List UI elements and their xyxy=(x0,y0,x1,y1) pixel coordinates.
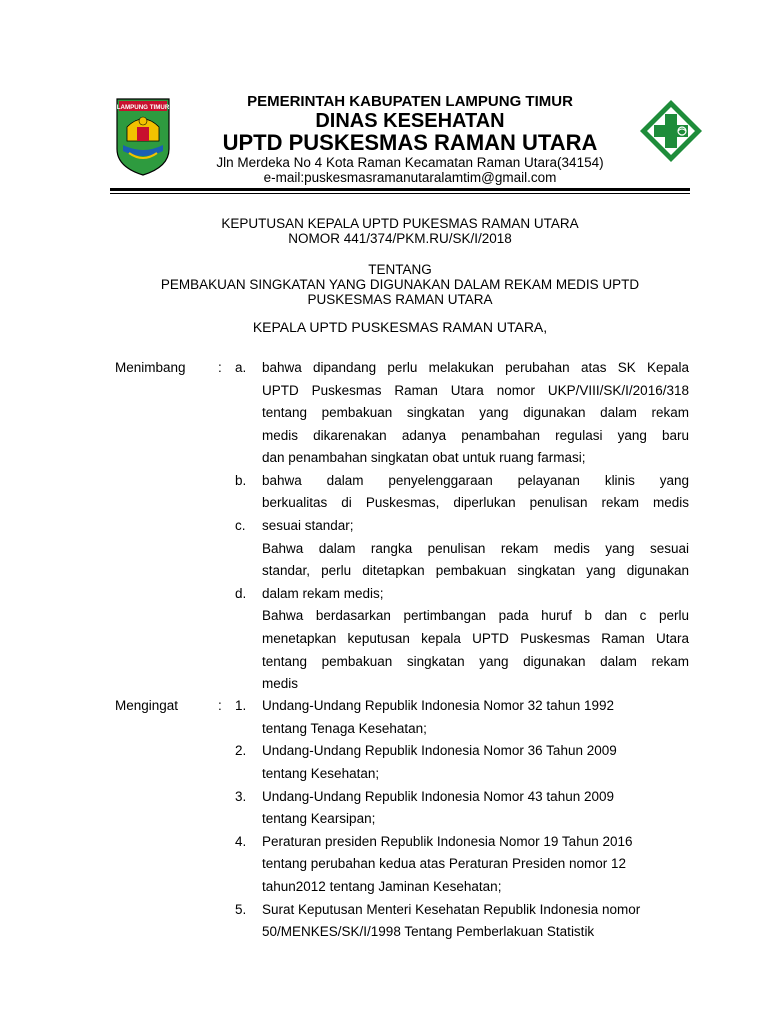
decree-subject-line2: PUSKESMAS RAMAN UTARA xyxy=(307,292,493,307)
decree-tentang: TENTANG xyxy=(368,262,432,277)
mengingat-line: Surat Keputusan Menteri Kesehatan Republik Indonesia nomor xyxy=(262,902,641,917)
mengingat-marker-4: 4. xyxy=(235,834,247,849)
mengingat-label: Mengingat xyxy=(115,698,179,713)
mengingat-marker-2: 2. xyxy=(235,743,247,758)
mengingat-colon: : xyxy=(218,698,222,713)
menimbang-marker-b: b. xyxy=(235,473,247,488)
decree-heading xyxy=(100,216,700,246)
mengingat-line: Undang-Undang Republik Indonesia Nomor 43 tahun 2009 xyxy=(262,789,614,804)
decree-issuer: KEPALA UPTD PUSKESMAS RAMAN UTARA, xyxy=(252,319,548,335)
mengingat-line: tahun2012 tentang Jaminan Kesehatan; xyxy=(262,879,502,894)
mengingat-line: 50/MENKES/SK/I/1998 Tentang Pemberlakuan Statistik xyxy=(262,924,595,939)
menimbang-line: UPTD Puskesmas Raman Utara nomor UKP/VIII/SK/I/2016/318 xyxy=(262,383,689,398)
decree-subject-line1: PEMBAKUAN SINGKATAN YANG DIGUNAKAN DALAM REKAM MEDIS UPTD xyxy=(160,277,640,292)
letterhead-address: Jln Merdeka No 4 Kota Raman Kecamatan Raman Utara(34154) xyxy=(216,155,604,170)
menimbang-line: tentang pembakuan singkatan yang digunakan dalam rekam xyxy=(262,654,689,669)
mengingat-marker-5: 5. xyxy=(235,902,247,917)
decree-title: KEPUTUSAN KEPALA UPTD PUKESMAS RAMAN UTARA xyxy=(221,216,579,231)
menimbang-line: menetapkan keputusan kepala UPTD Puskesmas Raman Utara xyxy=(262,631,689,646)
menimbang-line: bahwa dalam penyelenggaraan pelayanan klinis yang xyxy=(262,473,689,488)
letterhead-agency: DINAS KESEHATAN xyxy=(315,110,505,132)
menimbang-line: medis dikarenakan adanya penambahan regulasi yang baru xyxy=(262,428,689,443)
mengingat-line: Peraturan presiden Republik Indonesia Nomor 19 Tahun 2016 xyxy=(262,834,633,849)
menimbang-colon: : xyxy=(218,360,222,375)
menimbang-line: medis xyxy=(262,676,299,691)
mengingat-line: Undang-Undang Republik Indonesia Nomor 32 tahun 1992 xyxy=(262,698,614,713)
decree-number: NOMOR 441/374/PKM.RU/SK/I/2018 xyxy=(288,231,512,246)
menimbang-line: dalam rekam medis; xyxy=(262,586,384,601)
mengingat-line: tentang perubahan kedua atas Peraturan Presiden nomor 12 xyxy=(262,856,627,871)
letterhead-government: PEMERINTAH KABUPATEN LAMPUNG TIMUR xyxy=(247,93,573,110)
mengingat-line: Undang-Undang Republik Indonesia Nomor 36 Tahun 2009 xyxy=(262,743,617,758)
menimbang-marker-a: a. xyxy=(235,360,247,375)
mengingat-line: tentang Kesehatan; xyxy=(262,766,380,781)
letterhead-institution: UPTD PUSKESMAS RAMAN UTARA xyxy=(222,130,598,155)
letterhead-divider xyxy=(110,188,690,191)
menimbang-marker-d: d. xyxy=(235,586,247,601)
menimbang-line: Bahwa berdasarkan pertimbangan pada huruf b dan c perlu xyxy=(262,608,689,623)
mengingat-line: tentang Kearsipan; xyxy=(262,811,376,826)
menimbang-line: berkualitas di Puskesmas, diperlukan penulisan rekam medis xyxy=(262,495,689,510)
mengingat-marker-3: 3. xyxy=(235,789,247,804)
menimbang-marker-c: c. xyxy=(235,518,246,533)
seal-lettering: LAMPUNG TIMUR xyxy=(116,104,170,111)
menimbang-line: sesuai standar; xyxy=(262,518,354,533)
menimbang-label: Menimbang xyxy=(115,360,186,375)
menimbang-line: bahwa dipandang perlu melakukan perubahan atas SK Kepala xyxy=(262,360,689,375)
menimbang-line: dan penambahan singkatan obat untuk ruang farmasi; xyxy=(262,450,586,465)
menimbang-line: tentang pembakuan singkatan yang digunakan dalam rekam xyxy=(262,405,689,420)
menimbang-line: standar, perlu ditetapkan pembakuan singkatan yang digunakan xyxy=(262,563,689,578)
mengingat-marker-1: 1. xyxy=(235,698,247,713)
mengingat-line: tentang Tenaga Kesehatan; xyxy=(262,721,427,736)
letterhead-email: e-mail:puskesmasramanutaralamtim@gmail.com xyxy=(263,170,557,185)
letterhead-divider-thin xyxy=(110,193,690,194)
menimbang-line: Bahwa dalam rangka penulisan rekam medis yang sesuai xyxy=(262,541,689,556)
decree-subject xyxy=(100,262,700,307)
